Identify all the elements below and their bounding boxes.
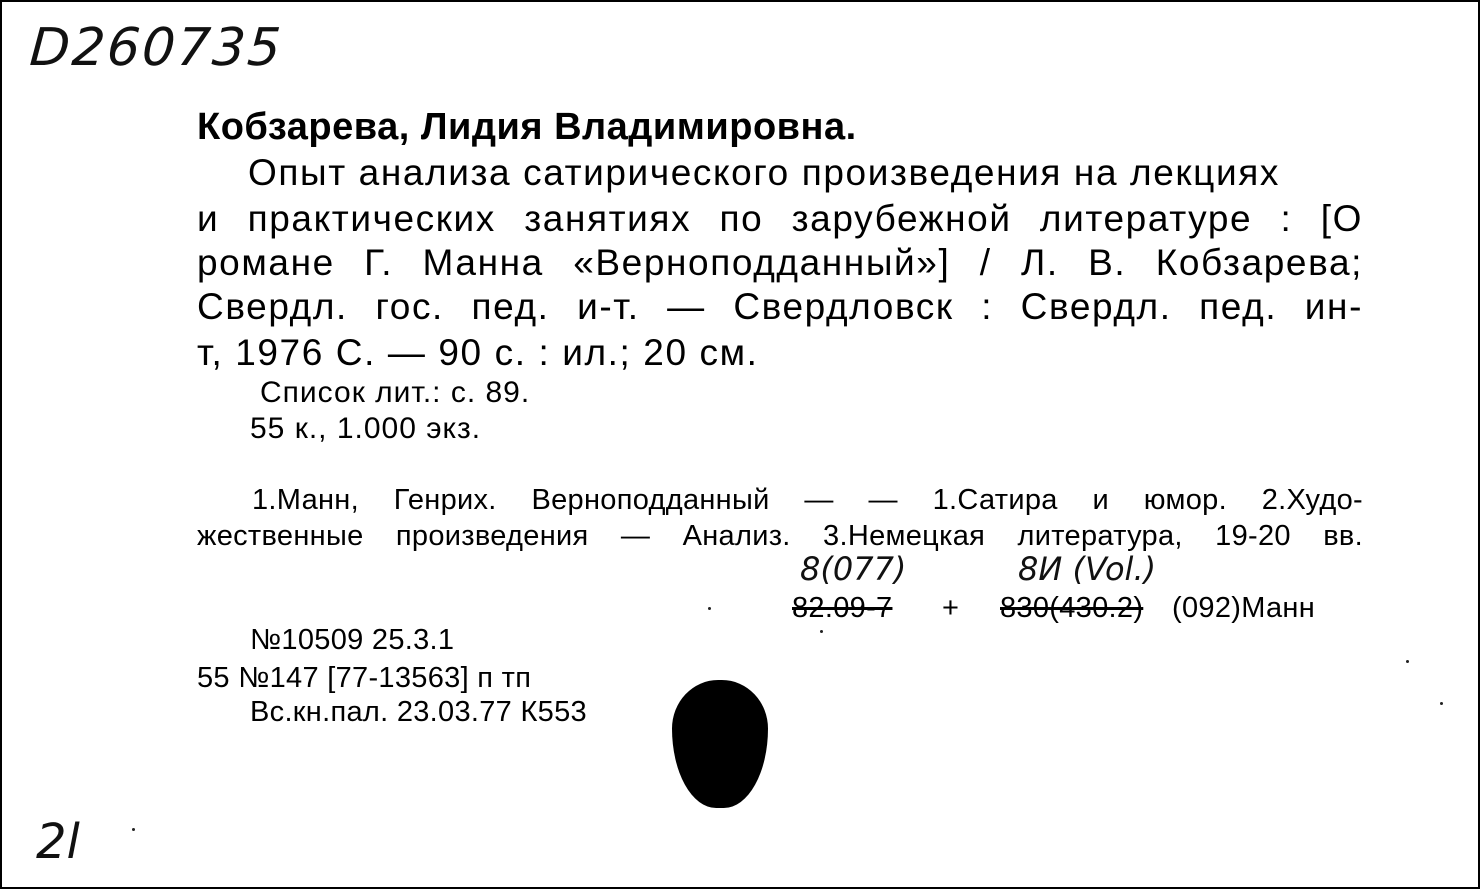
class-number-b: 830(430.2) <box>1000 592 1144 624</box>
chamber-date: Вс.кн.пал. 23.03.77 К553 <box>250 696 587 728</box>
class-number-a: 82.09-7 <box>792 592 893 624</box>
speck <box>708 607 711 610</box>
speck <box>820 630 823 633</box>
record-number: №10509 25.3.1 <box>250 624 455 656</box>
handwritten-class-a: 8(077) <box>800 550 907 588</box>
subject-line-2: жественные произведения — Анализ. 3.Немецкая литература, 19-20 вв. <box>197 520 1363 552</box>
ink-blot <box>672 680 768 808</box>
author-heading: Кобзарева, Лидия Владимировна. <box>197 106 857 148</box>
title-line-5: т, 1976 С. — 90 с. : ил.; 20 см. <box>197 332 759 373</box>
class-number-tail: (092)Манн <box>1172 592 1316 624</box>
handwritten-class-b: 8И (Vol.) <box>1018 550 1157 588</box>
title-line-4: Свердл. гос. пед. и-т. — Свердловск : Свердл. пед. ин- <box>197 286 1363 327</box>
title-line-2: и практических занятиях по зарубежной литературе : [О <box>197 198 1363 239</box>
title-line-3: романе Г. Манна «Верноподданный»] / Л. В. Кобзарева; <box>197 242 1363 283</box>
title-line-1: Опыт анализа сатирического произведения на лекциях <box>248 152 1280 193</box>
subject-line-1: 1.Манн, Генрих. Верноподданный — — 1.Сатира и юмор. 2.Худо- <box>252 484 1363 516</box>
call-number: D260735 <box>27 18 285 78</box>
bibliography-note: Список лит.: с. 89. <box>260 376 531 409</box>
class-plus: + <box>942 592 960 624</box>
speck <box>1440 702 1443 705</box>
chamber-number: 55 №147 [77-13563] п тп <box>197 662 532 694</box>
corner-handwritten-mark: 2l <box>36 814 80 870</box>
speck <box>1406 660 1409 663</box>
price-edition-note: 55 к., 1.000 экз. <box>250 412 482 445</box>
speck <box>132 828 135 831</box>
